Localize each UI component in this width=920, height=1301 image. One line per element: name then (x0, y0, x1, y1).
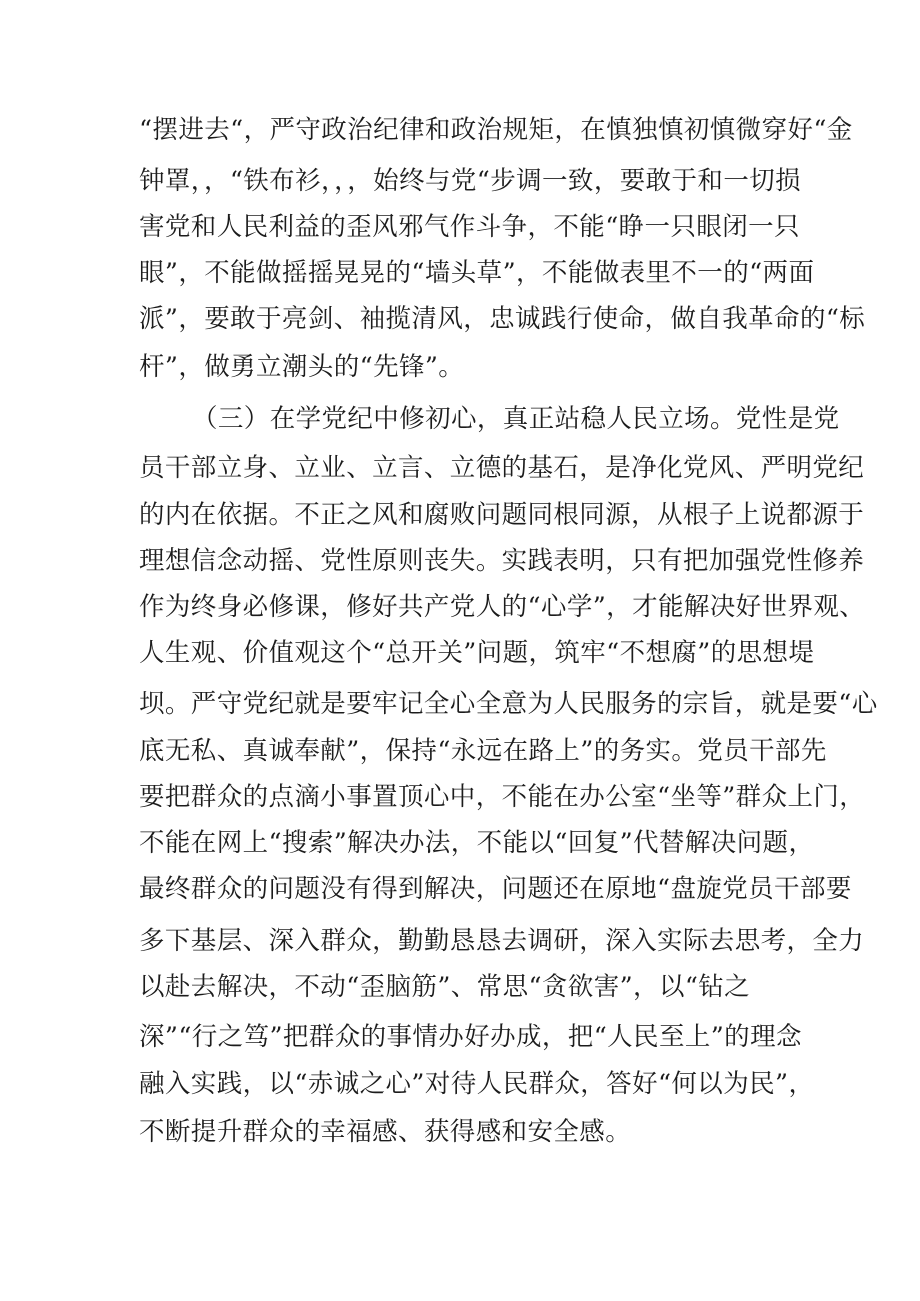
text-line: 派”，要敢于亮剑、袖揽清风，忠诚践行使命，做自我革命的“标 (139, 304, 866, 334)
text-line: 要把群众的点滴小事置顶心中，不能在办公室“坐等”群众上门， (139, 782, 866, 812)
text-line: 不断提升群众的幸福感、获得感和安全感。 (139, 1117, 632, 1147)
text-line: 多下基层、深入群众，勤勤恳恳去调研，深入实际去思考，全力 (139, 926, 865, 956)
text-line: 坝。严守党纪就是要牢记全心全意为人民服务的宗旨，就是要“心 (139, 689, 878, 719)
text-line: “摆进去“，严守政治纪律和政治规矩，在慎独慎初慎微穿好“金 (139, 115, 853, 145)
text-line: 的内在依据。不正之风和腐败问题同根同源，从根子上说都源于 (139, 500, 865, 530)
section-heading-line: （三）在学党纪中修初心，真正站稳人民立场。党性是党 (192, 404, 840, 434)
text-line: 人生观、价值观这个“总开关”问题，筑牢“不想腐”的思想堤 (139, 638, 815, 668)
text-line: 害党和人民利益的歪风邪气作斗争，不能“睁一只眼闭一只 (139, 212, 800, 242)
text-line: 眼”，不能做摇摇晃晃的“墙头草”，不能做表里不一的“两面 (139, 258, 815, 288)
text-line: 作为终身必修课，修好共产党人的“心学”，才能解决好世界观、 (139, 592, 866, 622)
text-line: 深”“行之笃”把群众的事情办好办成，把“人民至上”的理念 (139, 1022, 802, 1052)
text-line: 杆”，做勇立潮头的“先锋”。 (139, 352, 465, 382)
text-line: 理想信念动摇、党性原则丧失。实践表明，只有把加强党性修养 (139, 546, 865, 576)
text-line: 融入实践，以“赤诚之心”对待人民群众，答好“何以为民”， (139, 1069, 815, 1099)
text-line: 底无私、真诚奉献”，保持“永远在路上”的务实。党员干部先 (139, 736, 827, 766)
text-line: 最终群众的问题没有得到解决，问题还在原地“盘旋党员干部要 (139, 874, 852, 904)
text-line: 以赴去解决，不动“歪脑筋”、常思“贪欲害”，以“钻之 (139, 972, 751, 1002)
text-line: 员干部立身、立业、立言、立德的基石，是净化党风、严明党纪 (139, 453, 865, 483)
text-line: 不能在网上“搜索”解决办法，不能以“回复”代替解决问题， (139, 828, 815, 858)
text-line: 钟罩，，“铁布衫，，，始终与党“步调一致，要敢于和一切损 (139, 166, 802, 196)
